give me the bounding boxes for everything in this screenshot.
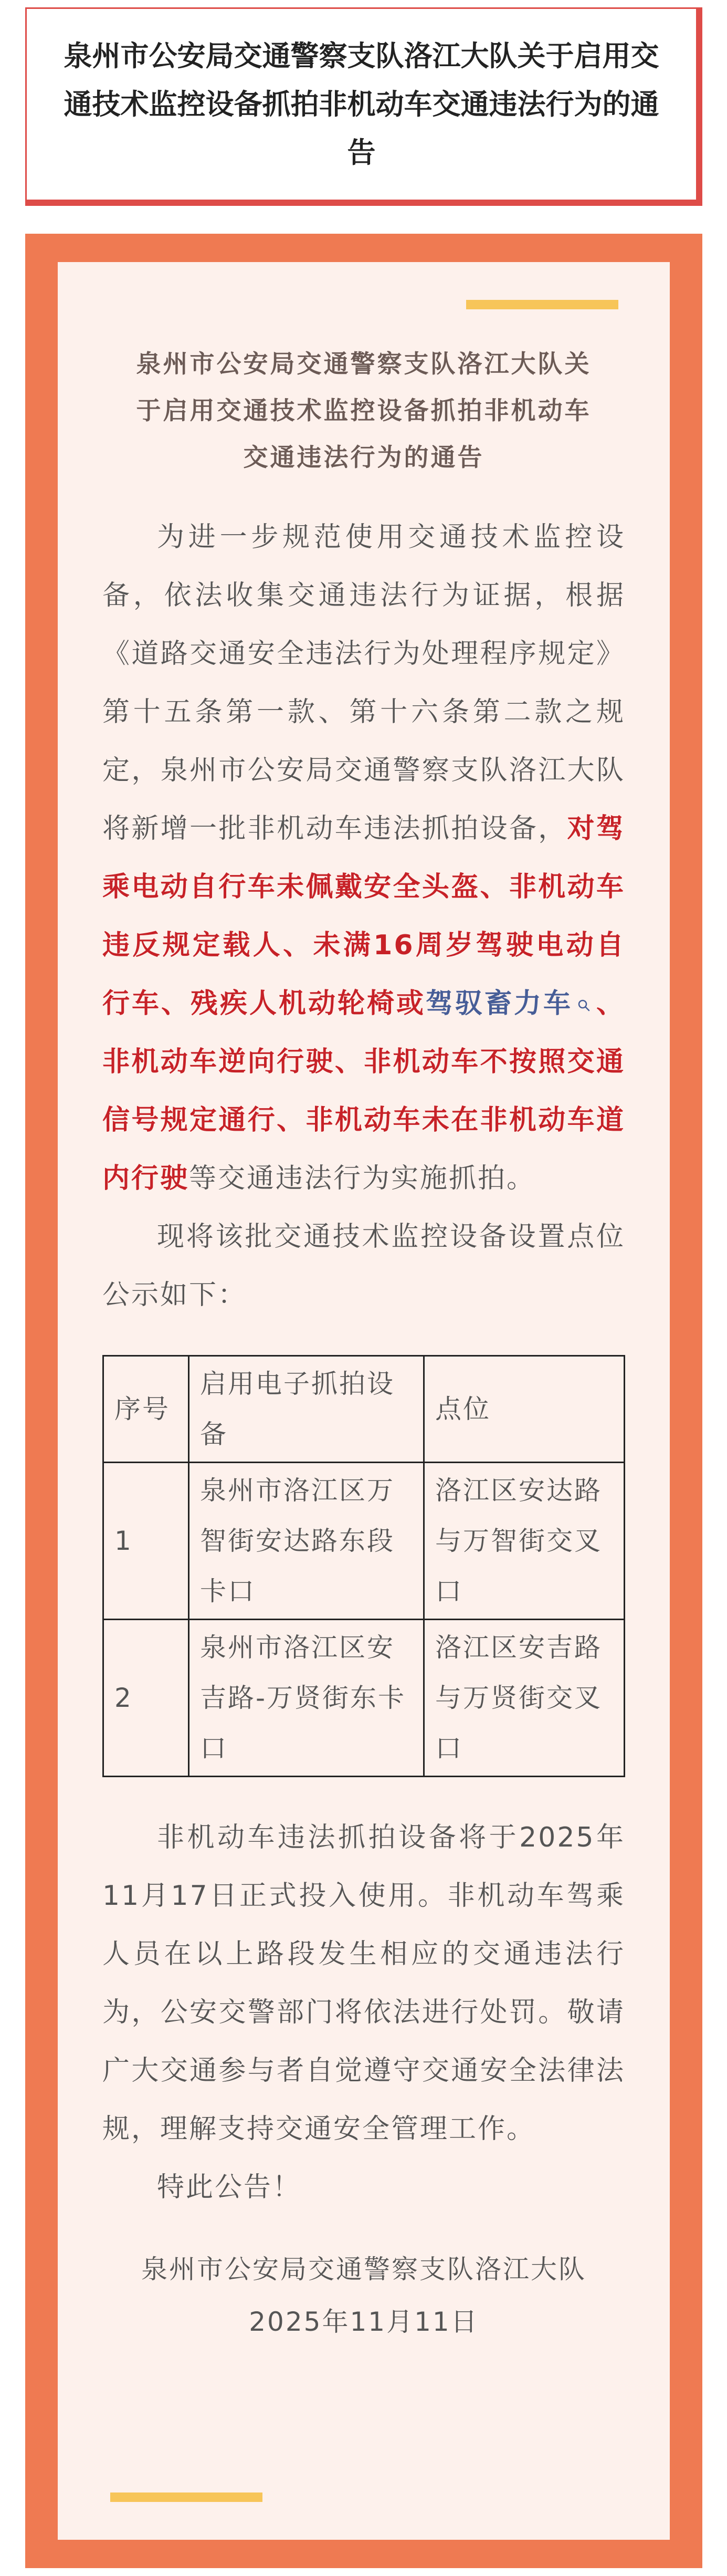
notice-frame (25, 234, 702, 2568)
header-location: 点位 (424, 1356, 625, 1463)
violations-highlight-2: 、非机动车逆向行驶、非机动车不按照交通信号规定通行、非机动车未在非机动车道内行驶 (102, 988, 625, 1194)
page-title: 泉州市公安局交通警察支队洛江大队关于启用交通技术监控设备抓拍非机动车交通违法行为的通告 (64, 39, 659, 169)
violations-highlight-1: 对驾乘电动自行车未佩戴安全头盔、非机动车违反规定载人、未满16周岁驾驶电动自行车、残疾人机动轮椅或 (102, 813, 625, 1019)
notice-heading-line-3: 交通违法行为的通告 (243, 443, 484, 472)
signature-date: 2025年11月11日 (249, 2307, 479, 2337)
signature (102, 2243, 625, 2348)
table-row (103, 1463, 625, 1620)
row-index: 2 (103, 1620, 189, 1777)
row-device: 泉州市洛江区万智街安达路东段卡口 (189, 1463, 424, 1620)
camera-points-table (102, 1355, 625, 1777)
animal-cart-link[interactable]: 驾驭畜力车 (425, 988, 573, 1019)
table-row (103, 1620, 625, 1777)
row-location: 洛江区安达路与万智街交叉口 (424, 1463, 625, 1620)
table-header-row (103, 1356, 625, 1463)
row-location: 洛江区安吉路与万贤街交叉口 (424, 1620, 625, 1777)
notice-heading (102, 341, 625, 481)
bottom-accent-bar (110, 2492, 262, 2502)
header-device: 启用电子抓拍设备 (189, 1356, 424, 1463)
notice-heading-line-2: 于启用交通技术监控设备抓拍非机动车 (136, 397, 592, 425)
search-icon[interactable] (577, 998, 591, 1012)
notice-heading-line-1: 泉州市公安局交通警察支队洛江大队关 (136, 350, 592, 379)
notice-paragraph-intro (102, 508, 625, 1208)
outro-text: 等交通违法行为实施抓拍。 (189, 1163, 536, 1194)
intro-text: 为进一步规范使用交通技术监控设备，依法收集交通违法行为证据，根据《道路交通安全违法行为处理程序规定》第十五条第一款、第十六条第二款之规定，泉州市公安局交通警察支队洛江大队将新增一批非机动车违法抓拍设备， (102, 522, 625, 844)
notice-body (102, 341, 625, 2348)
title-card (25, 7, 702, 206)
notice-paragraph-list-intro: 现将该批交通技术监控设备设置点位公示如下： (102, 1221, 625, 1311)
header-index: 序号 (103, 1356, 189, 1463)
row-device: 泉州市洛江区安吉路-万贤街东卡口 (189, 1620, 424, 1777)
notice-paragraph-announcement: 特此公告！ (157, 2172, 302, 2203)
signature-org: 泉州市公安局交通警察支队洛江大队 (141, 2254, 586, 2285)
notice-paper (58, 262, 670, 2540)
notice-paragraph-effective-date: 非机动车违法抓拍设备将于2025年11月17日正式投入使用。非机动车驾乘人员在以上路段发生相应的交通违法行为，公安交警部门将依法进行处罚。敬请广大交通参与者自觉遵守交通安全法律法规，理解支持交通安全管理工作。 (102, 1822, 625, 2145)
row-index: 1 (103, 1463, 189, 1620)
top-accent-bar (466, 300, 618, 309)
